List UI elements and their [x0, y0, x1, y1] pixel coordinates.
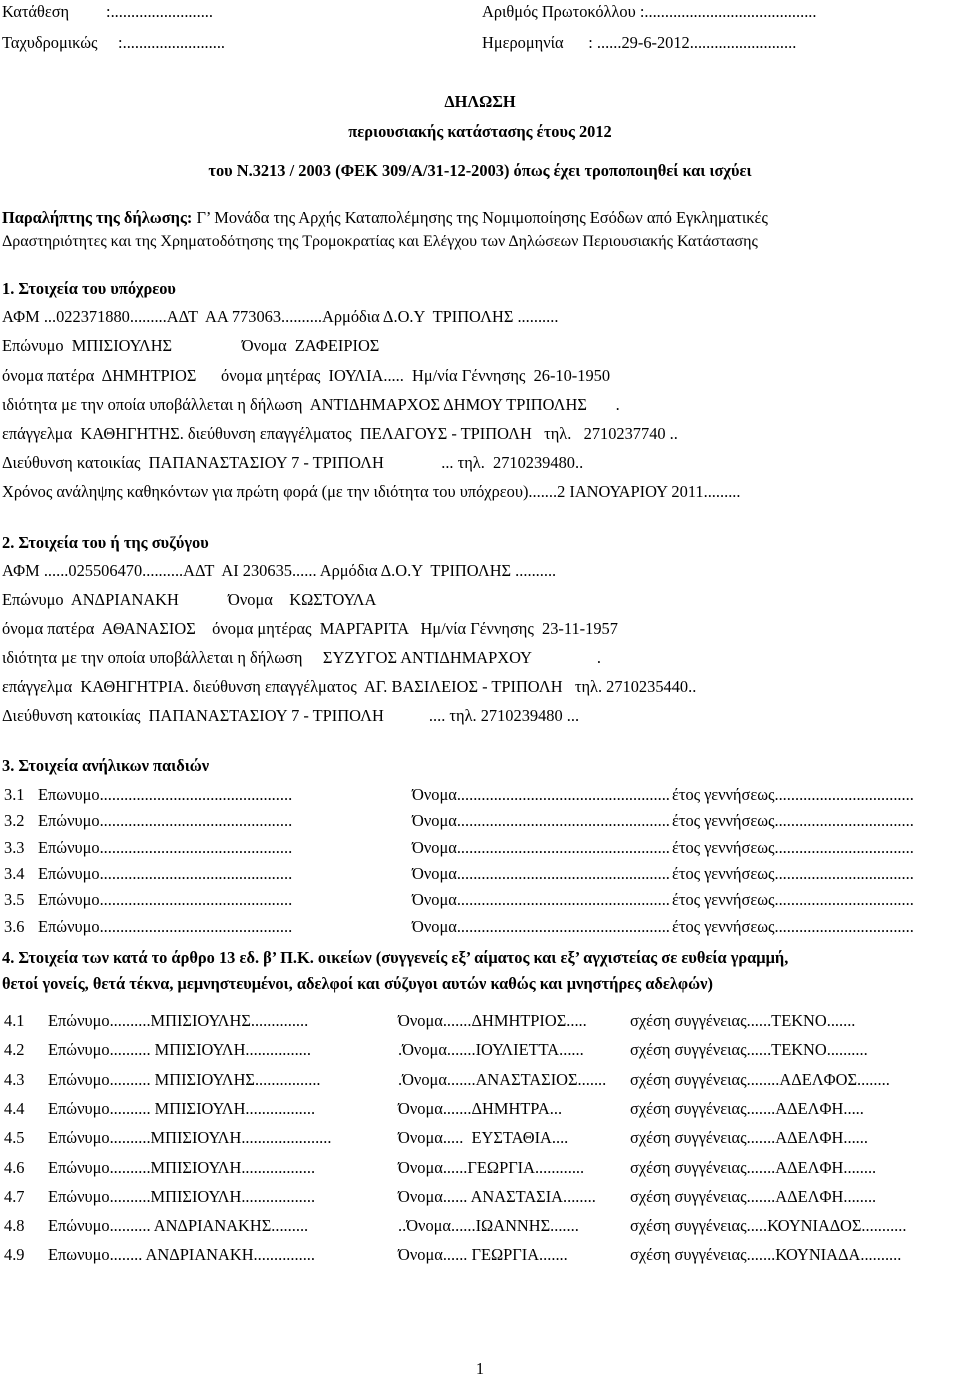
header-deposit: Κατάθεση :......................... [2, 2, 214, 21]
section-3-heading: 3. Στοιχεία ανήλικων παιδιών [2, 756, 210, 775]
relative-kinship-field: σχέση συγγένειας......ΤΕΚΝΟ.......... [630, 1040, 868, 1060]
child-row-number: 3.6 [4, 916, 25, 936]
child-row-number: 3.2 [4, 811, 25, 831]
relative-row-number: 4.9 [4, 1245, 25, 1265]
child-birth-year-field: έτος γεννήσεως.................................. [672, 890, 914, 910]
s1-line: όνομα πατέρα ΔΗΜΗΤΡΙΟΣ όνομα μητέρας ΙΟΥΛΙΑ..... Ημ/νία Γέννησης 26-10-1950 [2, 366, 615, 385]
s1-line: επάγγελμα ΚΑΘΗΓΗΤΗΣ. διεύθυνση επαγγέλματος ΠΕΛΑΓΟΥΣ - ΤΡΙΠΟΛΗ τηλ. 2710237740 .. [2, 424, 678, 443]
child-row-number: 3.1 [4, 785, 25, 804]
child-birth-year-field: έτος γεννήσεως.................................. [672, 863, 914, 883]
child-name-field: Όνομα.................................................... [412, 863, 670, 883]
child-birth-year-field: έτος γεννήσεως.................................. [672, 785, 914, 804]
section-4-heading: 4. Στοιχεία των κατά το άρθρο 13 εδ. β’ Π.Κ. οικείων (συγγενείς εξ’ αίματος και εξ’ αγχιστείας σε ευθεία γραμμή, [2, 948, 789, 967]
s1-line: Διεύθυνση κατοικίας ΠΑΠΑΝΑΣΤΑΣΙΟΥ 7 - ΤΡΙΠΟΛΗ ... τηλ. 2710239480.. [2, 453, 584, 472]
child-birth-year-field: έτος γεννήσεως.................................. [672, 837, 914, 857]
header-protocol-number: Αριθμός Πρωτοκόλλου :.......................................... [482, 2, 817, 21]
s2-line: Επώνυμο ΑΝΔΡΙΑΝΑΚΗ Όνομα ΚΩΣΤΟΥΛΑ [2, 590, 413, 609]
relative-kinship-field: σχέση συγγένειας.......ΑΔΕΛΦΗ........ [630, 1186, 877, 1206]
relative-name-field: ..Όνομα......ΙΩΑΝΝΗΣ....... [398, 1216, 579, 1236]
relative-row-number: 4.5 [4, 1128, 25, 1148]
child-surname-field: Επώνυμο............................................... [38, 811, 293, 831]
relative-kinship-field: σχέση συγγένειας........ΑΔΕΛΦΟΣ........ [630, 1069, 890, 1089]
child-name-field: Όνομα.................................................... [412, 837, 670, 857]
relative-name-field: Όνομα.......ΔΗΜΗΤΡΙΟΣ..... [398, 1011, 587, 1030]
s2-line: Διεύθυνση κατοικίας ΠΑΠΑΝΑΣΤΑΣΙΟΥ 7 - ΤΡΙΠΟΛΗ .... τηλ. 2710239480 ... [2, 706, 580, 725]
child-birth-year-field: έτος γεννήσεως.................................. [672, 811, 914, 831]
relative-kinship-field: σχέση συγγένειας.......ΑΔΕΛΦΗ..... [630, 1098, 864, 1118]
relative-kinship-field: σχέση συγγένειας.......ΑΔΕΛΦΗ...... [630, 1128, 868, 1148]
s1-line: ΑΦΜ ...022371880.........ΑΔΤ ΑΑ 773063..........Αρμόδια Δ.Ο.Υ ΤΡΙΠΟΛΗΣ .......... [2, 307, 559, 326]
relative-name-field: Όνομα...... ΑΝΑΣΤΑΣΙΑ........ [398, 1186, 596, 1206]
doc-law-reference: του Ν.3213 / 2003 (ΦΕΚ 309/Α/31-12-2003) όπως έχει τροποποιηθεί και ισχύει [208, 161, 752, 180]
s1-line: ιδιότητα με την οποία υποβάλλεται η δήλωση ΑΝΤΙΔΗΜΑΡΧΟΣ ΔΗΜΟΥ ΤΡΙΠΟΛΗΣ . [2, 395, 620, 414]
child-name-field: Όνομα.................................................... [412, 916, 670, 936]
doc-title: ΔΗΛΩΣΗ [444, 92, 516, 111]
relative-name-field: .Όνομα.......ΙΟΥΛΙΕΤΤΑ...... [398, 1040, 584, 1060]
child-name-field: Όνομα.................................................... [412, 811, 670, 831]
relative-row-number: 4.7 [4, 1186, 25, 1206]
relative-surname-field: Επώνυμο..........ΜΠΙΣΙΟΥΛΗΣ.............. [48, 1011, 309, 1030]
relative-row-number: 4.8 [4, 1216, 25, 1236]
s1-line: Χρόνος ανάληψης καθηκόντων για πρώτη φορά (με την ιδιότητα του υπόχρεου).......2 ΙΑΝΟΥΑΡΙΟΥ 2011......... [2, 482, 741, 501]
s2-line: όνομα πατέρα ΑΘΑΝΑΣΙΟΣ όνομα μητέρας ΜΑΡΓΑΡΙΤΑ Ημ/νία Γέννησης 23-11-1957 [2, 619, 618, 638]
relative-kinship-field: σχέση συγγένειας.....ΚΟΥΝΙΑΔΟΣ........... [630, 1216, 907, 1236]
relative-surname-field: Επώνυμο.......... ΜΠΙΣΙΟΥΛΗΣ................ [48, 1069, 321, 1089]
relative-surname-field: Επώνυμο.......... ΑΝΔΡΙΑΝΑΚΗΣ......... [48, 1216, 309, 1236]
relative-surname-field: Επώνυμο..........ΜΠΙΣΙΟΥΛΗ.................. [48, 1157, 316, 1177]
recipient-label: Παραλήπτης της δήλωσης: [2, 208, 193, 227]
relative-surname-field: Επώνυμο.......... ΜΠΙΣΙΟΥΛΗ................ [48, 1040, 311, 1060]
doc-subtitle: περιουσιακής κατάστασης έτους 2012 [348, 122, 612, 141]
relative-row-number: 4.3 [4, 1069, 25, 1089]
relative-row-number: 4.2 [4, 1040, 25, 1060]
relative-row-number: 4.4 [4, 1098, 25, 1118]
relative-surname-field: Επωνυμο........ ΑΝΔΡΙΑΝΑΚΗ............... [48, 1245, 315, 1265]
relative-kinship-field: σχέση συγγένειας.......ΚΟΥΝΙΑΔΑ.......... [630, 1245, 902, 1265]
child-surname-field: Επώνυμο............................................... [38, 916, 293, 936]
child-name-field: Όνομα.................................................... [412, 890, 670, 910]
relative-name-field: .Όνομα.......ΑΝΑΣΤΑΣΙΟΣ....... [398, 1069, 607, 1089]
child-surname-field: Επώνυμο............................................... [38, 837, 293, 857]
child-surname-field: Επωνυμο............................................... [38, 785, 293, 804]
s1-line: Επώνυμο ΜΠΙΣΙΟΥΛΗΣ Όνομα ΖΑΦΕΙΡΙΟΣ [2, 336, 433, 355]
recipient-line-2: Δραστηριότητες και της Χρηματοδότησης της Τρομοκρατίας και Ελέγχου των Δηλώσεων Περιουσιακής Κατάστασης [2, 233, 758, 250]
relative-surname-field: Επώνυμο..........ΜΠΙΣΙΟΥΛΗ.................. [48, 1186, 316, 1206]
section-1-heading: 1. Στοιχεία του υπόχρεου [2, 279, 176, 298]
relative-name-field: Όνομα...... ΓΕΩΡΓΙΑ....... [398, 1245, 568, 1265]
child-name-field: Όνομα.................................................... [412, 785, 670, 804]
child-surname-field: Επώνυμο............................................... [38, 863, 293, 883]
recipient-line-1 [2, 208, 768, 227]
relative-kinship-field: σχέση συγγένειας......ΤΕΚΝΟ....... [630, 1011, 856, 1030]
header-postal: Ταχυδρομικώς :......................... [2, 33, 226, 52]
relative-row-number: 4.6 [4, 1157, 25, 1177]
child-row-number: 3.5 [4, 890, 25, 910]
relative-name-field: Όνομα......ΓΕΩΡΓΙΑ............ [398, 1157, 585, 1177]
child-birth-year-field: έτος γεννήσεως.................................. [672, 916, 914, 936]
s2-line: ΑΦΜ ......025506470..........ΑΔΤ ΑΙ 230635...... Αρμόδια Δ.Ο.Υ ΤΡΙΠΟΛΗΣ .......... [2, 561, 557, 580]
relative-surname-field: Επώνυμο..........ΜΠΙΣΙΟΥΛΗ...................... [48, 1128, 332, 1148]
section-2-heading: 2. Στοιχεία του ή της συζύγου [2, 533, 209, 552]
s2-line: ιδιότητα με την οποία υποβάλλεται η δήλωση ΣΥΖΥΓΟΣ ΑΝΤΙΔΗΜΑΡΧΟΥ . [2, 648, 601, 667]
s2-line: επάγγελμα ΚΑΘΗΓΗΤΡΙΑ. διεύθυνση επαγγέλματος ΑΓ. ΒΑΣΙΛΕΙΟΣ - ΤΡΙΠΟΛΗ τηλ. 2710235440.. [2, 677, 697, 696]
child-row-number: 3.3 [4, 837, 25, 857]
relative-row-number: 4.1 [4, 1011, 25, 1030]
page-number: 1 [475, 1359, 485, 1378]
relative-name-field: Όνομα.......ΔΗΜΗΤΡΑ... [398, 1098, 563, 1118]
recipient-text-1: Γ’ Μονάδα της Αρχής Καταπολέμησης της Νομιμοποίησης Εσόδων από Εγκληματικές [192, 208, 768, 227]
relative-surname-field: Επώνυμο.......... ΜΠΙΣΙΟΥΛΗ................. [48, 1098, 316, 1118]
relative-kinship-field: σχέση συγγένειας.......ΑΔΕΛΦΗ........ [630, 1157, 877, 1177]
relative-name-field: Όνομα..... ΕΥΣΤΑΘΙΑ.... [398, 1128, 569, 1148]
child-surname-field: Επώνυμο............................................... [38, 890, 293, 910]
section-4-heading-cont: θετοί γονείς, θετά τέκνα, μεμνηστευμένοι, αδελφοί και σύζυγοι αυτών καθώς και μνηστήρες αδελφών) [2, 974, 713, 993]
header-date: Ημερομηνία : ......29-6-2012.......................... [482, 33, 797, 52]
child-row-number: 3.4 [4, 863, 25, 883]
